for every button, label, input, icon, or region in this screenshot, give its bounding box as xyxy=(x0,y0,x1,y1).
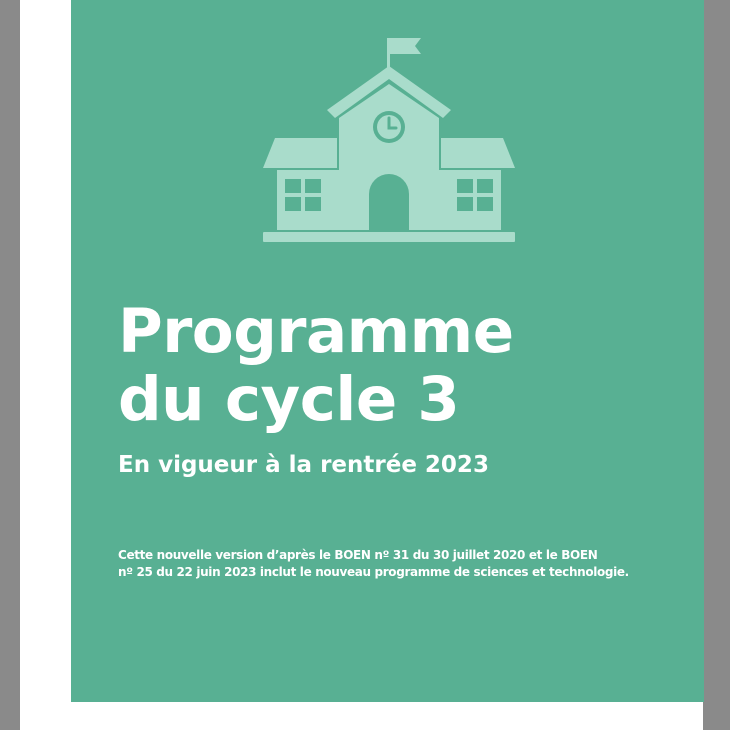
document-page xyxy=(20,0,703,730)
page-title xyxy=(118,298,514,434)
school-building-icon xyxy=(263,32,515,244)
cover-panel xyxy=(71,0,704,702)
title-line-1: Programme xyxy=(118,296,514,367)
subtitle: En vigueur à la rentrée 2023 xyxy=(118,452,489,478)
edition-note-line-2: nº 25 du 22 juin 2023 inclut le nouveau programme de sciences et technologie. xyxy=(118,565,629,579)
edition-note xyxy=(118,547,698,581)
title-line-2: du cycle 3 xyxy=(118,364,460,435)
edition-note-line-1: Cette nouvelle version d’après le BOEN nº 31 du 30 juillet 2020 et le BOEN xyxy=(118,548,598,562)
